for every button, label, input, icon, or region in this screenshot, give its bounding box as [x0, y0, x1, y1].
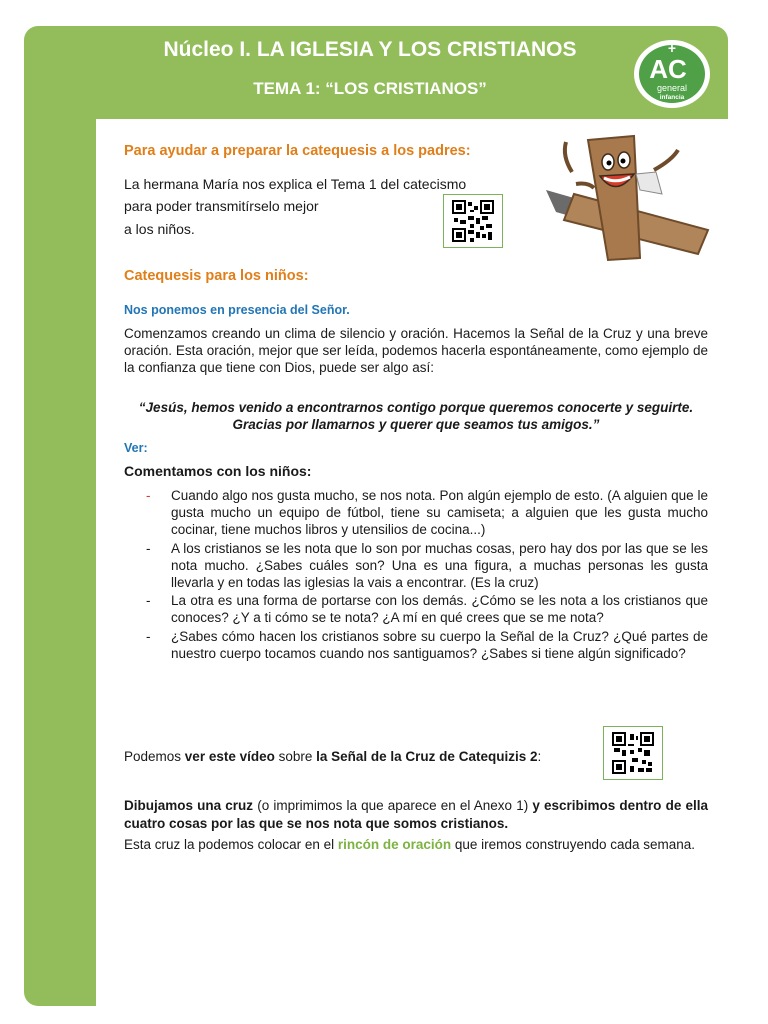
comment-heading: Comentamos con los niños:	[124, 463, 312, 479]
list-dash: -	[146, 628, 151, 644]
page-subtitle: TEMA 1: “LOS CRISTIANOS”	[253, 79, 487, 98]
logo-general-text: general	[656, 83, 688, 93]
parents-line-2: para poder transmitírselo mejor	[124, 198, 319, 214]
prayer-quote: “Jesús, hemos venido a encontrarnos contigo porque queremos conocerte y seguirte. Gracias por llamarnos y querer que seamos tus amigos.”	[138, 400, 694, 432]
parents-heading: Para ayudar a preparar la catequesis a los padres:	[124, 143, 471, 159]
ver-label: Ver:	[124, 441, 148, 455]
prayer-corner-highlight: rincón de oración	[337, 837, 452, 852]
list-dash: -	[146, 593, 151, 609]
parents-line-1: La hermana María nos explica el Tema 1 del catecismo	[124, 176, 467, 192]
list-item-text: Cuando algo nos gusta mucho, se nos nota. Pon algún ejemplo de esto. (A alguien que le gusta mucho un equipo de fútbol, tiene su camiseta; a alguien que les gusta mucho cocinar, tiene muchos libros y utensilios de cocina...)	[171, 488, 708, 538]
list-item	[124, 540, 708, 592]
list-item	[124, 592, 708, 626]
parents-line-3: a los niños.	[124, 221, 195, 237]
intro-paragraph: Comenzamos creando un clima de silencio y oración. Hacemos la Señal de la Cruz y una breve oración. Esta oración, mejor que ser leída, podemos hacerla espontáneamente, como ejemplo de la confianza que tiene con Dios, puede ser algo así:	[124, 326, 708, 376]
page-title: Núcleo I. LA IGLESIA Y LOS CRISTIANOS	[163, 38, 577, 61]
logo-main-text: AC	[649, 54, 687, 84]
ac-logo	[632, 38, 712, 110]
list-item-text: ¿Sabes cómo hacen los cristianos sobre su cuerpo la Señal de la Cruz? ¿Qué partes de nuestro cuerpo tocamos cuando nos santiguamos? ¿Sabes si tiene algún significado?	[171, 628, 708, 661]
presence-subheading: Nos ponemos en presencia del Señor.	[124, 303, 350, 317]
qr-code-video[interactable]	[603, 726, 663, 780]
list-item-text: La otra es una forma de portarse con los demás. ¿Cómo se les nota a los cristianos que conoces? ¿Y a ti cómo se te nota? ¿A mí en qué crees que se me nota?	[171, 593, 708, 626]
qr-code-icon	[612, 732, 654, 774]
list-dash: -	[146, 488, 151, 503]
logo-infancia-text: infancia	[659, 94, 685, 101]
closing-paragraph: Esta cruz la podemos colocar en el rincón de oración que iremos construyendo cada semana.	[124, 837, 696, 852]
video-line: Podemos ver este vídeo sobre la Señal de la Cruz de Catequizis 2:	[124, 749, 542, 764]
qr-code-parents[interactable]	[443, 194, 503, 248]
list-item	[124, 487, 708, 539]
list-dash: -	[146, 540, 151, 556]
list-item-text: A los cristianos se les nota que lo son por muchas cosas, pero hay dos por las que se les nota mucho. ¿Sabes cuáles son? Una es una figura, a muchas personas les gusta llevarla y en todas las iglesias la vais a encontrar. (Es la cruz)	[171, 540, 708, 591]
draw-instruction: Dibujamos una cruz (o imprimimos la que aparece en el Anexo 1) y escribimos dentro de ella cuatro cosas por las que se nos nota que somos cristianos.	[124, 798, 708, 831]
qr-code-icon	[452, 200, 494, 242]
cross-mascot-illustration	[536, 132, 718, 264]
svg-text:+: +	[667, 40, 677, 56]
list-item	[124, 628, 708, 662]
discussion-list	[124, 487, 708, 663]
children-heading: Catequesis para los niños:	[124, 268, 309, 284]
